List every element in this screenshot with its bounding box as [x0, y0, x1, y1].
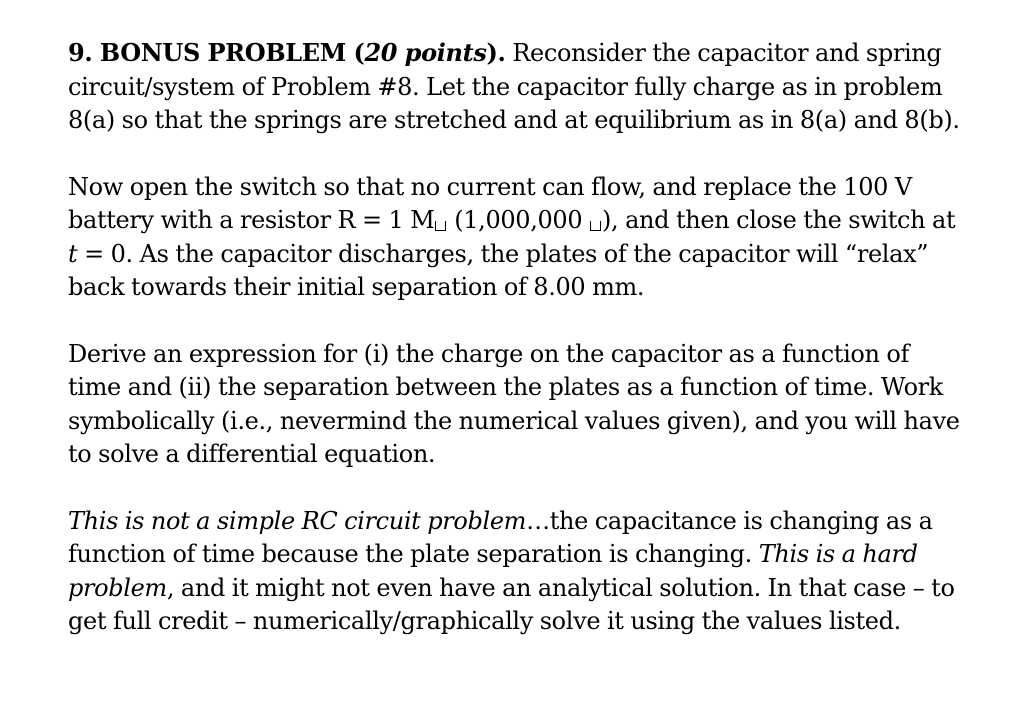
problem-points: 20 points — [364, 38, 487, 67]
paragraph-spacer — [68, 138, 968, 171]
derive-paragraph — [68, 338, 968, 472]
note-text-1: …the capacitance is changing as a function of time because the plate separation is changing. — [68, 506, 933, 568]
note-paragraph — [68, 505, 968, 639]
problem-intro-paragraph: 9. BONUS PROBLEM (20 points). Reconsider the capacitor and spring circuit/system of Problem #8. Let the capacitor fully charge as in problem 8(a) so that the springs are stretched and at equilibrium as in 8(a) and 8(b). — [68, 38, 960, 134]
paragraph-spacer — [68, 305, 968, 338]
derive-text: Derive an expression for (i) the charge on the capacitor as a function of time and (ii) the separation between the plates as a function of time. Work symbolically (i.e., nevermind the numerical values given), and you will have to solve a differential equation. — [68, 339, 960, 468]
problem-intro-text: Reconsider the capacitor and spring circuit/system of Problem #8. Let the capacitor fully charge as in problem 8(a) so that the springs are stretched and at equilibrium as in 8(a) and 8(b). — [68, 39, 960, 134]
note-italic-1: This is not a simple RC circuit problem — [68, 506, 527, 535]
switch-text-4: = 0. As the capacitor discharges, the plates of the capacitor will “relax” back towards their initial separation of 8.00 mm. — [68, 239, 929, 301]
switch-text-1: Now open the switch so that no current can flow, and replace the 100 V battery with a resistor R = 1 M — [68, 172, 912, 234]
note-text-2: , and it might not even have an analytical solution. In that case – to get full credit – numerically/graphically solve it using the values listed. — [68, 573, 955, 635]
document-page — [68, 36, 968, 639]
time-variable: t — [68, 239, 78, 268]
problem-number: 9 — [68, 38, 85, 67]
note-italic-2: This is a hard problem — [68, 540, 918, 602]
switch-text-3: ), and then close the switch at — [602, 206, 956, 234]
paragraph-spacer — [68, 472, 968, 505]
ohm-symbol-icon — [435, 221, 446, 231]
ohm-symbol-icon — [590, 221, 601, 231]
problem-title: BONUS PROBLEM — [99, 38, 346, 67]
switch-text-2: (1,000,000 — [447, 206, 590, 234]
switch-paragraph — [68, 171, 968, 305]
